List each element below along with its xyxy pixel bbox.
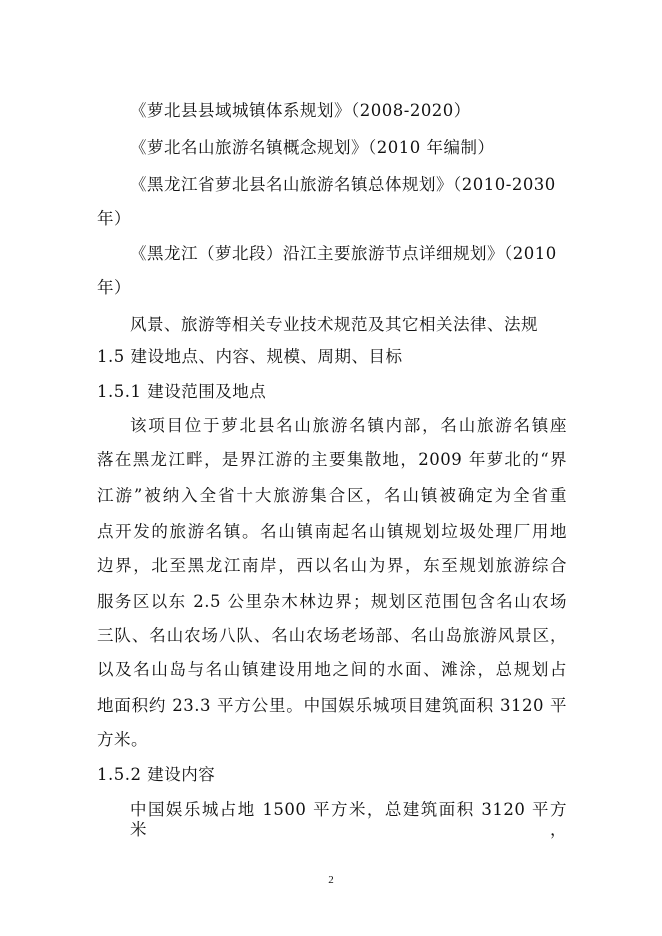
paragraph-line-7: 三队、名山农场八队、名山农场老场部、名山岛旅游风景区，	[97, 626, 567, 645]
paragraph-line-1: 该项目位于萝北县名山旅游名镇内部，名山旅游名镇座	[130, 416, 567, 435]
subsection-heading-1-5-2: 1.5.2 建设内容	[97, 765, 216, 784]
paragraph-line-5: 边界，北至黑龙江南岸，西以名山为界，东至规划旅游综合	[97, 556, 567, 575]
page-number: 2	[328, 874, 334, 886]
paragraph-line-8: 以及名山岛与名山镇建设用地之间的水面、滩涂，总规划占	[97, 660, 567, 679]
reference-line-2: 《萝北名山旅游名镇概念规划》（2010 年编制）	[130, 138, 495, 157]
reference-line-3-continued: 年）	[97, 209, 131, 228]
reference-line-4-continued: 年）	[97, 278, 131, 297]
paragraph-line-2: 落在黑龙江畔，是界江游的主要集散地，2009 年萝北的“界	[97, 450, 567, 469]
paragraph-line-9: 地面积约 23.3 平方公里。中国娱乐城项目建筑面积 3120 平	[97, 696, 567, 715]
construction-content-line: 中国娱乐城占地 1500 平方米，总建筑面积 3120 平方米，	[130, 800, 567, 839]
reference-line-3: 《黑龙江省萝北县名山旅游名镇总体规划》（2010-2030	[130, 175, 556, 194]
paragraph-line-3: 江游”被纳入全省十大旅游集合区，名山镇被确定为全省重	[97, 486, 567, 505]
reference-line-5: 风景、旅游等相关专业技术规范及其它相关法律、法规	[130, 315, 538, 334]
section-heading-1-5: 1.5 建设地点、内容、规模、周期、目标	[97, 347, 403, 366]
paragraph-line-4: 点开发的旅游名镇。名山镇南起名山镇规划垃圾处理厂用地	[97, 522, 567, 541]
reference-line-1: 《萝北县县域城镇体系规划》（2008-2020）	[130, 101, 471, 120]
reference-line-4: 《黑龙江（萝北段）沿江主要旅游节点详细规划》（2010	[130, 244, 557, 263]
subsection-heading-1-5-1: 1.5.1 建设范围及地点	[97, 382, 267, 401]
paragraph-line-10: 方米。	[97, 730, 148, 749]
paragraph-line-6: 服务区以东 2.5 公里杂木林边界；规划区范围包含名山农场	[97, 592, 567, 611]
